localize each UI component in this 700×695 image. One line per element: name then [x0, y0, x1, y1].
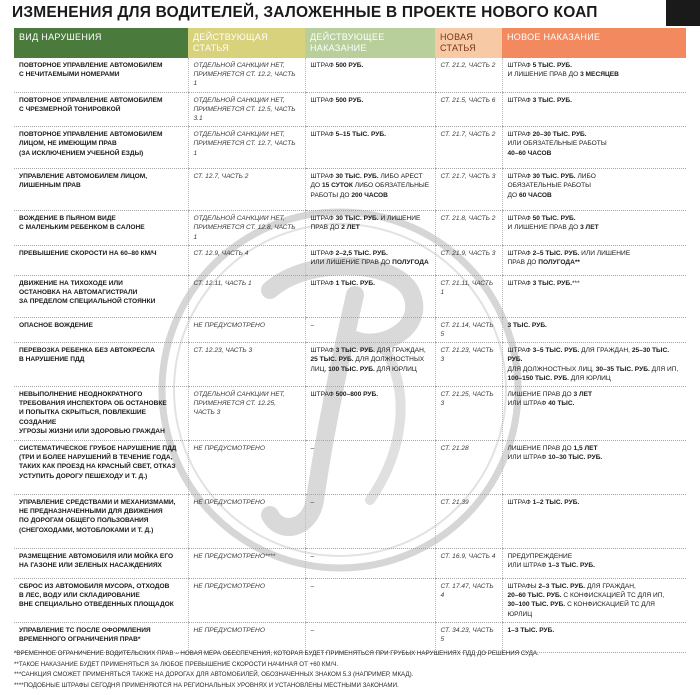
table-row [14, 58, 686, 92]
current-article-cell [188, 387, 305, 441]
current-penalty-cell [305, 343, 435, 387]
current-article-cell [188, 495, 305, 549]
new-penalty-cell-text: ШТРАФ 1–2 ТЫС. РУБ. [507, 499, 580, 507]
new-article-cell-text: СТ. 21.7, ЧАСТЬ 2 [440, 131, 496, 139]
violation-cell-text: ПЕРЕВОЗКА РЕБЕНКА БЕЗ АВТОКРЕСЛА В НАРУШЕНИЕ ПДД [19, 347, 155, 364]
new-penalty-cell [502, 211, 686, 246]
current-penalty-cell-text: – [310, 583, 315, 591]
current-article-cell [188, 441, 305, 495]
violation-cell-text: УПРАВЛЕНИЕ АВТОМОБИЛЕМ ЛИЦОМ, ЛИШЕННЫМ ПРАВ [19, 173, 148, 190]
current-article-cell-text: НЕ ПРЕДУСМОТРЕНО [193, 321, 265, 329]
new-penalty-cell [502, 343, 686, 387]
new-article-cell [435, 387, 502, 441]
violation-cell-text: ДВИЖЕНИЕ НА ТИХОХОДЕ ИЛИ ОСТАНОВКА НА АВТОМАГИСТРАЛИ ЗА ПРЕДЕЛОМ СПЕЦИАЛЬНОЙ СТОЯНКИ [19, 279, 156, 306]
current-penalty-cell-text: ШТРАФ 5–15 ТЫС. РУБ. [310, 131, 386, 139]
new-penalty-cell-text: ПРЕДУПРЕЖДЕНИЕ ИЛИ ШТРАФ 1–3 ТЫС. РУБ. [507, 553, 595, 570]
new-penalty-cell-text: ШТРАФ 30 ТЫС. РУБ. ЛИБО ОБЯЗАТЕЛЬНЫЕ РАБОТЫ ДО 60 ЧАСОВ [507, 173, 596, 199]
new-article-cell-text: СТ. 21.23, ЧАСТЬ 3 [440, 347, 494, 364]
violation-cell [14, 58, 188, 92]
violation-cell [14, 245, 188, 275]
new-article-cell-text: СТ. 21.8, ЧАСТЬ 2 [440, 215, 496, 223]
new-article-cell [435, 441, 502, 495]
violation-cell-text: СБРОС ИЗ АВТОМОБИЛЯ МУСОРА, ОТХОДОВ В ЛЕС, ВОДУ ИЛИ СКЛАДИРОВАНИЕ ВНЕ СПЕЦИАЛЬНО ОТВЕДЕННЫХ ПЛОЩАДОК [19, 583, 174, 609]
page-title: ИЗМЕНЕНИЯ ДЛЯ ВОДИТЕЛЕЙ, ЗАЛОЖЕННЫЕ В ПРОЕКТЕ НОВОГО КОАП [12, 4, 598, 21]
violation-cell-text: ПОВТОРНОЕ УПРАВЛЕНИЕ АВТОМОБИЛЕМ С ЧРЕЗМЕРНОЙ ТОНИРОВКОЙ [19, 96, 163, 113]
new-article-cell [435, 579, 502, 623]
table-row [14, 441, 686, 495]
current-article-cell-text: СТ. 12.23, ЧАСТЬ 3 [193, 347, 253, 355]
new-article-cell-text: СТ. 21.11, ЧАСТЬ 1 [440, 279, 494, 297]
violation-cell-text: ОПАСНОЕ ВОЖДЕНИЕ [19, 321, 93, 329]
table-row [14, 549, 686, 579]
current-article-cell-text: СТ. 12.9, ЧАСТЬ 4 [193, 249, 249, 257]
table-row [14, 127, 686, 169]
violation-cell [14, 579, 188, 623]
current-penalty-cell-text: – [310, 499, 315, 507]
new-article-cell [435, 245, 502, 275]
current-penalty-cell [305, 549, 435, 579]
violation-cell [14, 622, 188, 652]
current-article-cell-text: НЕ ПРЕДУСМОТРЕНО [193, 626, 265, 634]
current-article-cell [188, 169, 305, 211]
footnote-3: ***САНКЦИЯ СМОЖЕТ ПРИМЕНЯТЬСЯ ТАКЖЕ НА ДОРОГАХ ДЛЯ АВТОМОБИЛЕЙ, ОБОЗНАЧЕННЫХ ЗНАКОМ 5.3 (НАПРИМЕР, МКАД). [14, 671, 414, 679]
footnote-1: *ВРЕМЕННОЕ ОГРАНИЧЕНИЕ ВОДИТЕЛЬСКИХ ПРАВ – НОВАЯ МЕРА ОБЕСПЕЧЕНИЯ, КОТОРАЯ БУДЕТ ПРИМЕНЯТЬСЯ ПРИ ГРУБЫХ НАРУШЕНИЯХ ПДД ДО РЕШЕНИЯ СУДА. [14, 650, 539, 657]
current-article-cell-text: НЕ ПРЕДУСМОТРЕНО [193, 583, 265, 591]
new-article-cell [435, 549, 502, 579]
header-current-article: ДЕЙСТВУЮЩАЯ СТАТЬЯ [188, 28, 305, 58]
violation-cell-text: РАЗМЕЩЕНИЕ АВТОМОБИЛЯ ИЛИ МОЙКА ЕГО НА ГАЗОНЕ ИЛИ ЗЕЛЕНЫХ НАСАЖДЕНИЯХ [19, 553, 174, 570]
current-article-cell [188, 245, 305, 275]
header-violation: ВИД НАРУШЕНИЯ [14, 28, 188, 58]
current-penalty-cell-text: ШТРАФ 30 ТЫС. РУБ. ЛИБО АРЕСТ ДО 15 СУТОК ЛИБО ОБЯЗАТЕЛЬНЫЕ РАБОТЫ ДО 200 ЧАСОВ [310, 173, 430, 199]
current-penalty-cell-text: ШТРАФ 500 РУБ. [310, 62, 364, 69]
violation-cell [14, 549, 188, 579]
new-penalty-cell-text: 1–3 ТЫС. РУБ. [507, 626, 555, 634]
header-new-article: НОВАЯ СТАТЬЯ [435, 28, 502, 58]
violation-cell-text: УПРАВЛЕНИЕ СРЕДСТВАМИ И МЕХАНИЗМАМИ, НЕ ПРЕДНАЗНАЧЕННЫМИ ДЛЯ ДВИЖЕНИЯ ПО ДОРОГАМ ОБЩЕГО ПОЛЬЗОВАНИЯ (СНЕГОХОДАМИ, МОТОБЛОКАМИ И Т. Д.) [19, 499, 176, 534]
current-article-cell [188, 58, 305, 92]
current-penalty-cell [305, 127, 435, 169]
current-article-cell-text: ОТДЕЛЬНОЙ САНКЦИИ НЕТ, ПРИМЕНЯЕТСЯ СТ. 12.25, ЧАСТЬ 3 [193, 391, 285, 417]
new-article-cell [435, 92, 502, 127]
table-row [14, 622, 686, 652]
violation-cell [14, 343, 188, 387]
table-row [14, 245, 686, 275]
new-penalty-cell-text: ШТРАФЫ 2–3 ТЫС. РУБ. ДЛЯ ГРАЖДАН, 20–60 ТЫС. РУБ. С КОНФИСКАЦИЕЙ ТС ДЛЯ ИП, 30–100 ТЫС. РУБ. С КОНФИСКАЦИЕЙ ТС ДЛЯ ЮРЛИЦ [507, 583, 665, 618]
new-penalty-cell [502, 549, 686, 579]
violation-cell [14, 169, 188, 211]
current-article-cell-text: ОТДЕЛЬНОЙ САНКЦИИ НЕТ, ПРИМЕНЯЕТСЯ СТ. 12.2, ЧАСТЬ 1 [193, 62, 296, 88]
current-article-cell-text: НЕ ПРЕДУСМОТРЕНО [193, 445, 265, 453]
new-article-cell-text: СТ. 21.39 [440, 499, 469, 507]
violation-cell [14, 92, 188, 127]
new-penalty-cell [502, 387, 686, 441]
new-penalty-cell-text: ШТРАФ 3–5 ТЫС. РУБ. ДЛЯ ГРАЖДАН, 25–30 ТЫС. РУБ. ДЛЯ ДОЛЖНОСТНЫХ ЛИЦ, 30–35 ТЫС. РУБ. ДЛЯ ИП, 100–150 ТЫС. РУБ. ДЛЯ ЮРЛИЦ [507, 347, 679, 382]
current-article-cell [188, 579, 305, 623]
new-article-cell [435, 622, 502, 652]
current-article-cell [188, 343, 305, 387]
new-penalty-cell [502, 317, 686, 342]
violation-cell-text: НЕВЫПОЛНЕНИЕ НЕОДНОКРАТНОГО ТРЕБОВАНИЯ ИНСПЕКТОРА ОБ ОСТАНОВКЕ И ПОПЫТКА СКРЫТЬСЯ, ПОВЛЕКШИЕ СОЗДАНИЕ УГРОЗЫ ЖИЗНИ ИЛИ ЗДОРОВЬЮ ГРАЖДАН [19, 391, 167, 435]
table-header-row [14, 28, 686, 58]
table-row [14, 317, 686, 342]
new-article-cell-text: СТ. 21.14, ЧАСТЬ 5 [440, 321, 494, 339]
violation-cell [14, 495, 188, 549]
new-article-cell [435, 275, 502, 317]
current-article-cell-text: ОТДЕЛЬНОЙ САНКЦИИ НЕТ, ПРИМЕНЯЕТСЯ СТ. 12.5, ЧАСТЬ 3.1 [193, 96, 296, 123]
violation-cell [14, 387, 188, 441]
new-article-cell-text: СТ. 21.25, ЧАСТЬ 3 [440, 391, 494, 408]
current-penalty-cell [305, 441, 435, 495]
current-penalty-cell-text: – [310, 553, 315, 561]
footnotes [14, 649, 686, 691]
new-article-cell [435, 58, 502, 92]
new-article-cell [435, 495, 502, 549]
new-penalty-cell-text: ШТРАФ 50 ТЫС. РУБ. И ЛИШЕНИЕ ПРАВ ДО 3 ЛЕТ [507, 215, 599, 232]
new-penalty-cell [502, 245, 686, 275]
violation-cell-text: ПОВТОРНОЕ УПРАВЛЕНИЕ АВТОМОБИЛЕМ С НЕЧИТАЕМЫМИ НОМЕРАМИ [19, 62, 163, 79]
new-penalty-cell [502, 441, 686, 495]
current-article-cell-text: СТ. 12.11, ЧАСТЬ 1 [193, 279, 252, 287]
new-penalty-cell [502, 58, 686, 92]
new-article-cell-text: СТ. 21.2, ЧАСТЬ 2 [440, 62, 496, 69]
current-article-cell [188, 92, 305, 127]
new-penalty-cell-text: ШТРАФ 20–30 ТЫС. РУБ. ИЛИ ОБЯЗАТЕЛЬНЫЕ РАБОТЫ 40–60 ЧАСОВ [507, 131, 607, 157]
table-row [14, 343, 686, 387]
violation-cell [14, 211, 188, 246]
new-article-cell [435, 127, 502, 169]
title-stripe [666, 0, 700, 26]
current-article-cell-text: НЕ ПРЕДУСМОТРЕНО**** [193, 553, 276, 561]
violation-cell-text: ВОЖДЕНИЕ В ПЬЯНОМ ВИДЕ С МАЛЕНЬКИМ РЕБЕНКОМ В САЛОНЕ [19, 215, 145, 232]
new-penalty-cell-text: ШТРАФ 3 ТЫС. РУБ. [507, 96, 572, 104]
new-penalty-cell-text: ШТРАФ 3 ТЫС. РУБ.*** [507, 279, 580, 287]
current-penalty-cell-text: ШТРАФ 500 РУБ. [310, 96, 364, 104]
current-penalty-cell [305, 245, 435, 275]
table-row [14, 169, 686, 211]
violation-cell [14, 127, 188, 169]
current-article-cell [188, 211, 305, 246]
new-penalty-cell-text: ЛИШЕНИЕ ПРАВ ДО 3 ЛЕТ ИЛИ ШТРАФ 40 ТЫС. [507, 391, 593, 408]
violation-cell-text: УПРАВЛЕНИЕ ТС ПОСЛЕ ОФОРМЛЕНИЯ ВРЕМЕННОГО ОГРАНИЧЕНИЯ ПРАВ* [19, 626, 151, 644]
table-row [14, 275, 686, 317]
current-article-cell-text: СТ. 12.7, ЧАСТЬ 2 [193, 173, 249, 181]
current-penalty-cell [305, 211, 435, 246]
current-penalty-cell-text: ШТРАФ 1 ТЫС. РУБ. [310, 279, 375, 287]
new-article-cell-text: СТ. 21.28 [440, 445, 469, 453]
current-article-cell-text: ОТДЕЛЬНОЙ САНКЦИИ НЕТ, ПРИМЕНЯЕТСЯ СТ. 12.8, ЧАСТЬ 1 [193, 215, 296, 241]
new-penalty-cell-text: 3 ТЫС. РУБ. [507, 321, 547, 329]
title-bar [0, 0, 700, 26]
current-penalty-cell [305, 169, 435, 211]
current-penalty-cell-text: – [310, 321, 315, 329]
footnote-4: ****ПОДОБНЫЕ ШТРАФЫ СЕГОДНЯ ПРИМЕНЯЮТСЯ НА РЕГИОНАЛЬНЫХ УРОВНЯХ И УСТАНОВЛЕНЫ МЕСТНЫМИ ЗАКОНАМИ. [14, 681, 399, 689]
violation-cell-text: ПОВТОРНОЕ УПРАВЛЕНИЕ АВТОМОБИЛЕМ ЛИЦОМ, НЕ ИМЕЮЩИМ ПРАВ (ЗА ИСКЛЮЧЕНИЕМ УЧЕБНОЙ ЕЗДЫ) [19, 131, 163, 157]
table-row [14, 495, 686, 549]
new-penalty-cell-text: ШТРАФ 5 ТЫС. РУБ. И ЛИШЕНИЕ ПРАВ ДО 3 МЕСЯЦЕВ [507, 62, 619, 79]
current-penalty-cell-text: ШТРАФ 3 ТЫС. РУБ. ДЛЯ ГРАЖДАН, 25 ТЫС. РУБ. ДЛЯ ДОЛЖНОСТНЫХ ЛИЦ, 100 ТЫС. РУБ. ДЛЯ ЮРЛИЦ [310, 347, 426, 373]
violations-table [14, 28, 686, 653]
new-penalty-cell-text: ШТРАФ 2–5 ТЫС. РУБ. ИЛИ ЛИШЕНИЕ ПРАВ ДО ПОЛУГОДА** [507, 249, 631, 267]
current-penalty-cell [305, 579, 435, 623]
new-penalty-cell [502, 275, 686, 317]
new-article-cell-text: СТ. 34.23, ЧАСТЬ 5 [440, 626, 494, 644]
violation-cell [14, 275, 188, 317]
new-article-cell [435, 343, 502, 387]
current-penalty-cell [305, 275, 435, 317]
violation-cell [14, 441, 188, 495]
current-penalty-cell-text: ШТРАФ 2–2,5 ТЫС. РУБ. ИЛИ ЛИШЕНИЕ ПРАВ ДО ПОЛУГОДА [310, 249, 429, 267]
current-article-cell [188, 549, 305, 579]
current-penalty-cell [305, 58, 435, 92]
new-article-cell-text: СТ. 21.7, ЧАСТЬ 3 [440, 173, 496, 181]
new-article-cell-text: СТ. 17.47, ЧАСТЬ 4 [440, 583, 494, 600]
current-article-cell [188, 127, 305, 169]
violation-cell-text: ПРЕВЫШЕНИЕ СКОРОСТИ НА 60–80 КМ/Ч [19, 249, 157, 257]
new-penalty-cell [502, 622, 686, 652]
new-article-cell [435, 211, 502, 246]
table-row [14, 211, 686, 246]
current-penalty-cell-text: ШТРАФ 500–800 РУБ. [310, 391, 379, 399]
current-article-cell [188, 317, 305, 342]
current-article-cell-text: ОТДЕЛЬНОЙ САНКЦИИ НЕТ, ПРИМЕНЯЕТСЯ СТ. 12.7, ЧАСТЬ 1 [193, 131, 296, 157]
new-article-cell-text: СТ. 21.5, ЧАСТЬ 6 [440, 96, 496, 104]
table-row [14, 387, 686, 441]
new-penalty-cell [502, 127, 686, 169]
current-penalty-cell [305, 317, 435, 342]
new-article-cell [435, 317, 502, 342]
violation-cell [14, 317, 188, 342]
new-penalty-cell-text: ЛИШЕНИЕ ПРАВ ДО 1,5 ЛЕТ ИЛИ ШТРАФ 10–30 ТЫС. РУБ. [507, 445, 603, 462]
current-penalty-cell-text: – [310, 626, 315, 634]
violation-cell-text: СИСТЕМАТИЧЕСКОЕ ГРУБОЕ НАРУШЕНИЕ ПДД (ТРИ И БОЛЕЕ НАРУШЕНИЙ В ТЕЧЕНИЕ ГОДА, ТАКИХ КАК ПРОЕЗД НА КРАСНЫЙ СВЕТ, ОТКАЗ УСТУПИТЬ ДОРОГУ ПЕШЕХОДУ И Т. Д.) [19, 445, 177, 480]
footnote-2: **ТАКОЕ НАКАЗАНИЕ БУДЕТ ПРИМЕНЯТЬСЯ ЗА ЛЮБОЕ ПРЕВЫШЕНИЕ СКОРОСТИ НАЧИНАЯ ОТ +60 КМ/Ч. [14, 660, 339, 668]
current-article-cell-text: НЕ ПРЕДУСМОТРЕНО [193, 499, 265, 507]
current-article-cell [188, 622, 305, 652]
current-penalty-cell [305, 92, 435, 127]
header-current-penalty: ДЕЙСТВУЮЩЕЕ НАКАЗАНИЕ [305, 28, 435, 58]
current-penalty-cell-text: ШТРАФ 30 ТЫС. РУБ. И ЛИШЕНИЕ ПРАВ ДО 2 ЛЕТ [310, 215, 421, 232]
new-penalty-cell [502, 495, 686, 549]
table-row [14, 92, 686, 127]
new-article-cell-text: СТ. 21.9, ЧАСТЬ 3 [440, 249, 496, 257]
new-penalty-cell [502, 169, 686, 211]
current-penalty-cell-text: – [310, 445, 315, 453]
current-penalty-cell [305, 495, 435, 549]
current-article-cell [188, 275, 305, 317]
current-penalty-cell [305, 387, 435, 441]
new-article-cell [435, 169, 502, 211]
new-penalty-cell [502, 92, 686, 127]
header-new-penalty: НОВОЕ НАКАЗАНИЕ [502, 28, 686, 58]
new-penalty-cell [502, 579, 686, 623]
new-article-cell-text: СТ. 16.9, ЧАСТЬ 4 [440, 553, 496, 561]
table-row [14, 579, 686, 623]
current-penalty-cell [305, 622, 435, 652]
